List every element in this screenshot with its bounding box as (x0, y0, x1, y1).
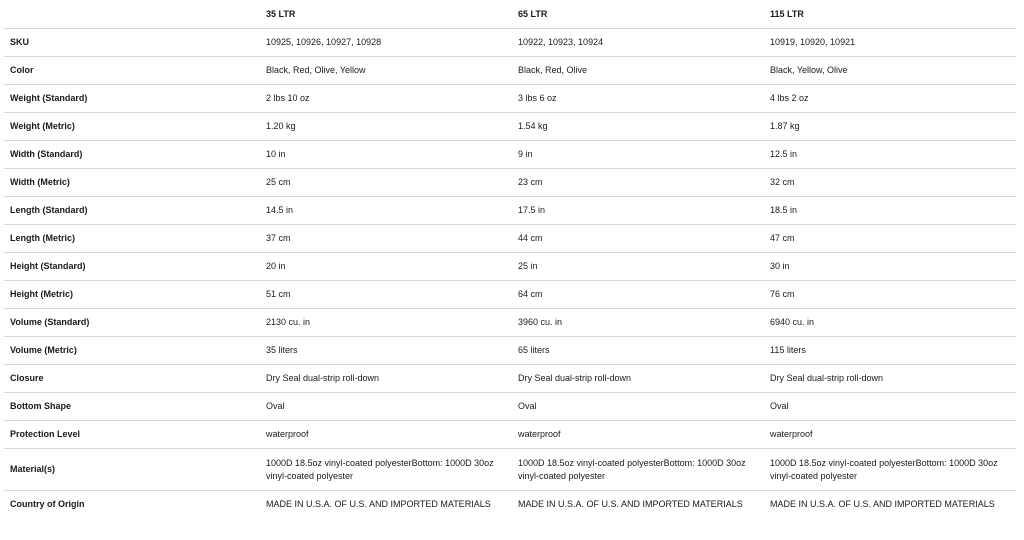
spec-label: Height (Standard) (10, 261, 86, 271)
spec-label: Volume (Standard) (10, 317, 90, 327)
spec-label: Weight (Standard) (10, 93, 88, 103)
spec-label: Bottom Shape (10, 401, 72, 411)
spec-value: Oval (266, 401, 285, 411)
spec-value: 14.5 in (266, 205, 294, 215)
spec-row (4, 253, 1016, 281)
spec-value: Oval (518, 401, 537, 411)
spec-value: 23 cm (518, 177, 543, 187)
spec-body (4, 29, 1016, 519)
spec-value: waterproof (518, 429, 561, 439)
spec-row (4, 309, 1016, 337)
spec-value: 4 lbs 2 oz (770, 93, 809, 103)
spec-value: 10919, 10920, 10921 (770, 37, 856, 47)
spec-label: Width (Standard) (10, 149, 83, 159)
spec-value: 10925, 10926, 10927, 10928 (266, 37, 382, 47)
spec-label: Material(s) (10, 464, 56, 474)
spec-value: 64 cm (518, 289, 543, 299)
spec-value: MADE IN U.S.A. OF U.S. AND IMPORTED MATERIALS (518, 499, 743, 510)
spec-value: 18.5 in (770, 205, 798, 215)
spec-row (4, 393, 1016, 421)
spec-row (4, 421, 1016, 449)
spec-value: 6940 cu. in (770, 317, 815, 327)
spec-value: 44 cm (518, 233, 543, 243)
spec-value: 115 liters (770, 345, 806, 355)
spec-row (4, 449, 1016, 491)
spec-label: SKU (10, 37, 30, 47)
spec-value: Black, Red, Olive, Yellow (266, 65, 366, 75)
spec-label: Volume (Metric) (10, 345, 77, 355)
spec-label: Closure (10, 373, 44, 383)
spec-value: 30 in (770, 261, 790, 271)
spec-label: Length (Standard) (10, 205, 88, 215)
spec-row (4, 113, 1016, 141)
spec-value: MADE IN U.S.A. OF U.S. AND IMPORTED MATERIALS (266, 499, 491, 510)
spec-value: 1.20 kg (266, 121, 296, 131)
spec-value: 2130 cu. in (266, 317, 311, 327)
spec-value: Oval (770, 401, 789, 411)
header-65-ltr: 65 LTR (512, 0, 764, 29)
spec-row (4, 491, 1016, 519)
spec-label: Country of Origin (10, 499, 85, 510)
spec-label: Width (Metric) (10, 177, 70, 187)
spec-row (4, 141, 1016, 169)
spec-label: Color (10, 65, 34, 75)
spec-value: 1.54 kg (518, 121, 548, 131)
spec-value: 35 liters (266, 345, 298, 355)
spec-row (4, 85, 1016, 113)
spec-value: 65 liters (518, 345, 550, 355)
spec-value: 1.87 kg (770, 121, 800, 131)
spec-row (4, 337, 1016, 365)
spec-value: 1000D 18.5oz vinyl-coated polyesterBottom: 1000D 30oz vinyl-coated polyester (266, 457, 494, 481)
spec-value: 47 cm (770, 233, 795, 243)
spec-row (4, 169, 1016, 197)
spec-label: Length (Metric) (10, 233, 75, 243)
spec-value: 9 in (518, 149, 533, 159)
spec-value: 3 lbs 6 oz (518, 93, 557, 103)
spec-value: 1000D 18.5oz vinyl-coated polyesterBottom: 1000D 30oz vinyl-coated polyester (518, 457, 746, 481)
spec-value: 37 cm (266, 233, 291, 243)
spec-value: waterproof (266, 429, 309, 439)
spec-value: 76 cm (770, 289, 795, 299)
spec-value: 25 in (518, 261, 538, 271)
spec-value: 12.5 in (770, 149, 798, 159)
spec-value: 10 in (266, 149, 286, 159)
spec-label: Protection Level (10, 429, 81, 439)
spec-value: Black, Yellow, Olive (770, 65, 848, 75)
spec-value: Black, Red, Olive (518, 65, 588, 75)
spec-value: Dry Seal dual-strip roll-down (266, 373, 380, 383)
spec-row (4, 57, 1016, 85)
spec-row (4, 29, 1016, 57)
header-corner (4, 0, 260, 29)
spec-value: 51 cm (266, 289, 291, 299)
spec-value: MADE IN U.S.A. OF U.S. AND IMPORTED MATERIALS (770, 499, 995, 510)
header-row (4, 0, 1016, 29)
spec-value: 32 cm (770, 177, 795, 187)
spec-value: 1000D 18.5oz vinyl-coated polyesterBottom: 1000D 30oz vinyl-coated polyester (770, 457, 998, 481)
header-35-ltr: 35 LTR (260, 0, 512, 29)
spec-table (4, 0, 1016, 519)
spec-value: Dry Seal dual-strip roll-down (770, 373, 884, 383)
spec-value: Dry Seal dual-strip roll-down (518, 373, 632, 383)
spec-value: 20 in (266, 261, 286, 271)
spec-label: Height (Metric) (10, 289, 73, 299)
spec-row (4, 365, 1016, 393)
spec-row (4, 225, 1016, 253)
spec-value: 10922, 10923, 10924 (518, 37, 604, 47)
spec-value: 2 lbs 10 oz (266, 93, 310, 103)
spec-value: 3960 cu. in (518, 317, 563, 327)
spec-row (4, 197, 1016, 225)
spec-value: 25 cm (266, 177, 291, 187)
spec-label: Weight (Metric) (10, 121, 75, 131)
spec-row (4, 281, 1016, 309)
header-115-ltr: 115 LTR (764, 0, 1016, 29)
spec-value: 17.5 in (518, 205, 546, 215)
spec-value: waterproof (770, 429, 813, 439)
